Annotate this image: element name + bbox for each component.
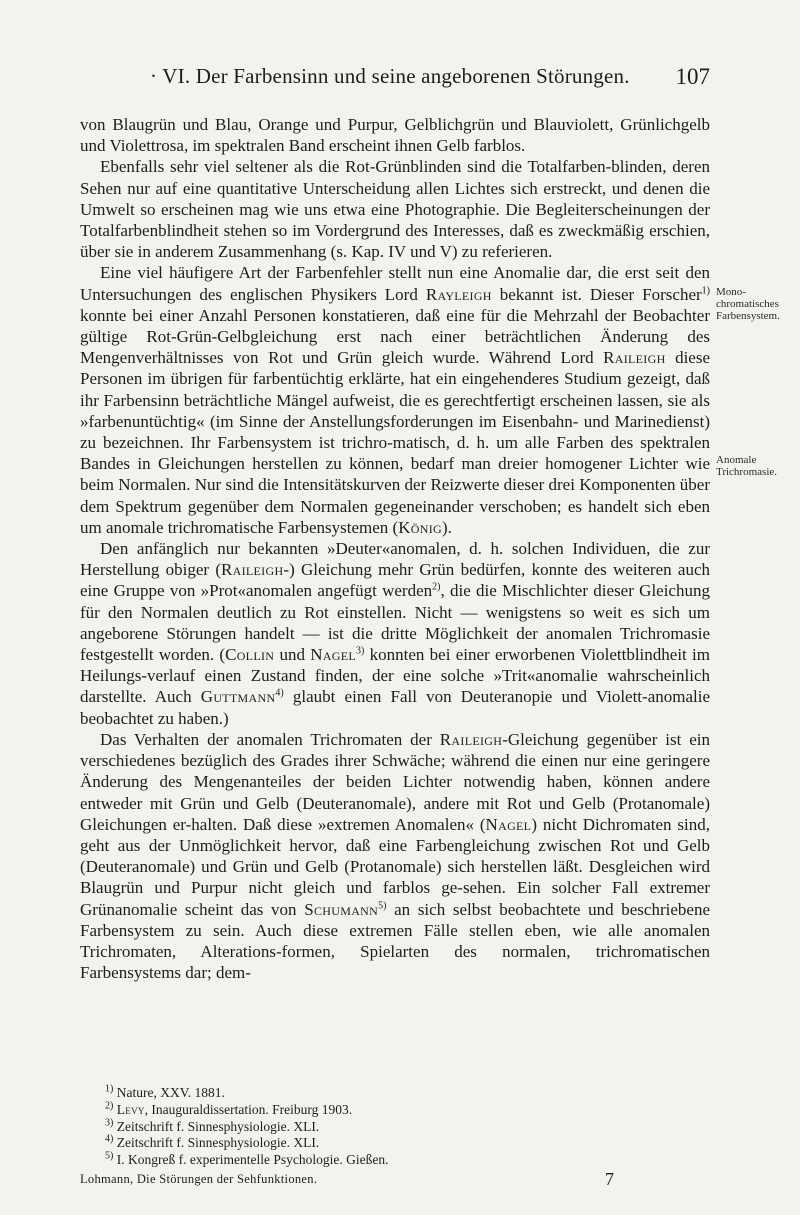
author-name: Nagel [310,645,357,665]
page-number: 107 [675,64,710,89]
footnote-marker: 4) [105,1133,114,1145]
text-run: ). [441,517,452,537]
running-title: · VI. Der Farbensinn und seine angeborenen Störungen. [150,64,630,88]
author-name: Rayleigh [425,284,492,304]
footnote-marker: 5) [105,1150,114,1162]
text-run: und [274,645,311,665]
footnotes [80,1085,710,1169]
margin-note-line: Farbensystem. [716,310,780,322]
text-run: Das Verhalten der anomalen Trichromaten der [100,729,440,749]
footnote-marker: 1) [105,1083,114,1095]
text-run: Zeitschrift f. Sinnesphysiologie. XLI. [113,1118,320,1134]
footnote-ref: 5) [378,899,387,911]
author-name: König [398,517,442,537]
author-name: Collin [225,645,275,665]
author-name: Raileigh [221,560,284,580]
footnote [80,1119,710,1136]
footnote-ref: 4) [275,687,284,699]
author-name: Raileigh [439,729,503,749]
text-run: Den anfänglich nur bekannten »Deuter«anomalen, d. h. solchen Individuen, die zur Herstellung obiger ( [80,539,710,580]
text-run: Nature, XXV. 1881. [113,1085,225,1100]
footnote-ref: 3) [356,645,365,657]
text-run: glaubt einen Fall von Deuteranopie und Violett-anomalie beobachtet zu haben.) [80,687,710,728]
text-run: von Blaugrün und Blau, Orange und Purpur, Gelblichgrün und Blauviolett, Grünlichgelb und Violettrosa, im spektralen Band erscheint ihnen Gelb farblos. [80,115,710,156]
body-text [80,114,710,983]
text-run: diese Personen im übrigen für farbentüchtig erklärte, hat ein eingehenderes Studium gezeigt, daß ihr Farbensinn beträchtliche Mängel aufweist, die es gerechtfertigt erscheinen lassen, sie als »farbenuntüchtig« (im Sinne der Anstellungsforderungen im Eisenbahn- und Marinedienst) zu bezeichnen. Ihr Farbensystem ist trichro-matisch, d. h. um alle Farben des spektralen Bandes in Gleichungen herstellen zu können, bedarf man dreier homogener Lichter wie beim Normalen. Nur sind die Intensitätskurven der Reizwerte dieser drei Komponenten über dem Spektrum gegenüber dem Normalen gegeneinander verschoben; es handelt sich eben um anomale trichromatische Farbensystemen ( [80,348,710,537]
margin-note-line: Anomale [716,454,757,466]
text-run: , die die Mischlichter dieser Gleichung für den Normalen deutlich zu Rot einstellen. Nicht — wenigstens so weit es sich um angeborene Störungen handelt — ist die dritte Möglichkeit der anomalen Trichromasie festgestellt worden. ( [80,581,710,665]
paragraph [80,262,710,538]
margin-note-mono-chromatic [716,286,796,322]
footnote-marker: 2) [105,1100,114,1112]
author-name: Guttmann [200,687,276,707]
footnote [80,1135,710,1152]
text-run: I. Kongreß f. experimentelle Psychologie. Gießen. [113,1152,389,1168]
footnote-ref: 2) [432,581,441,593]
text-run: -) Gleichung mehr Grün bedürfen, konnte des weiteren auch eine Gruppe von »Prot«anomalen angefügt werden [80,560,711,601]
text-run: Eine viel häufigere Art der Farbenfehler stellt nun eine Anomalie dar, die erst seit den Untersuchungen des englischen Physikers Lord [80,263,710,304]
text-run: -Gleichung gegenüber ist ein verschiedenes bezüglich des Grades ihrer Schwäche; während die einen nur eine geringere Änderung des Mengenanteiles der beiden Lichter notwendig haben, können andere entweder mit Grün und Gelb (Deuteranomale), andere mit Rot und Gelb (Protanomale) Gleichungen er-halten. Daß diese »extremen Anomalen« ( [80,729,710,834]
footnote-ref: 1) [701,284,710,296]
paragraph [80,156,710,262]
page-footer [80,1169,710,1192]
footnote [80,1102,710,1119]
author-name: Levy [116,1101,145,1117]
text-run: Zeitschrift f. Sinnesphysiologie. XLI. [113,1135,320,1151]
footnote [80,1152,710,1169]
footnote-marker: 3) [105,1117,114,1129]
paragraph [80,538,710,729]
margin-note-line: Mono- [716,286,746,298]
running-header [150,64,710,94]
text-run: ) nicht Dichromaten sind, geht aus der Unmöglichkeit hervor, daß eine Farbengleichung zwischen Rot und Gelb (Deuteranomale) und Grün und Gelb (Protanomale) sich herstellen läßt. Desgleichen wird Blaugrün und Purpur nicht gleich und farblos ge-sehen. Ein solcher Fall extremer Grünanomalie scheint das von [80,814,710,919]
signature-mark: 7 [605,1169,614,1189]
text-run: , Inauguraldissertation. Freiburg 1903. [144,1101,353,1117]
text-run: konnten bei einer erworbenen Violettblindheit im Heilungs-verlauf einen Zustand finden, der eine solche »Trit«anomalie wahrscheinlich darstellte. Auch [80,645,710,707]
footer-publisher-line: Lohmann, Die Störungen der Sehfunktionen. [80,1172,318,1186]
margin-note-line: Trichromasie. [716,466,778,478]
paragraph [80,729,710,983]
text-run: Ebenfalls sehr viel seltener als die Rot-Grünblinden sind die Totalfarben-blinden, deren Sehen nur auf eine quantitative Unterscheidung allen Lichtes sich erstreckt, und denen die Umwelt so erscheinen mag wie uns etwa eine Photographie. Die Begleiterscheinungen der Totalfarbenblindheit stehen so im Vordergrund des Interesses, daß es zweckmäßig erschien, über sie in anderem Zusammenhang (s. Kap. IV und V) zu referieren. [80,157,710,262]
margin-note-anomalous-trichromasy [716,454,796,478]
text-run: an sich selbst beobachtete und beschriebene Farbensystem zu sein. Auch diese extremen Fälle stellen eben, wie alle anomalen Trichromaten, Alterations-formen, Spielarten des normalen, trichromatischen Farbensystems dar; dem- [80,899,710,983]
paragraph [80,114,710,156]
text-run: bekannt ist. Dieser Forscher [491,284,702,304]
margin-note-line: chromatisches [716,298,779,310]
author-name: Schumann [304,899,379,919]
author-name: Nagel [485,814,532,834]
footnote [80,1085,710,1102]
text-run: konnte bei einer Anzahl Personen konstatieren, daß eine für die Mehrzahl der Beobachter gültige Rot-Grün-Gelbgleichung erst nach einer beträchtlichen Änderung des Mengenverhältnisses von Rot und Grün gleich wurde. Während Lord [80,305,710,368]
author-name: Raileigh [603,348,666,368]
